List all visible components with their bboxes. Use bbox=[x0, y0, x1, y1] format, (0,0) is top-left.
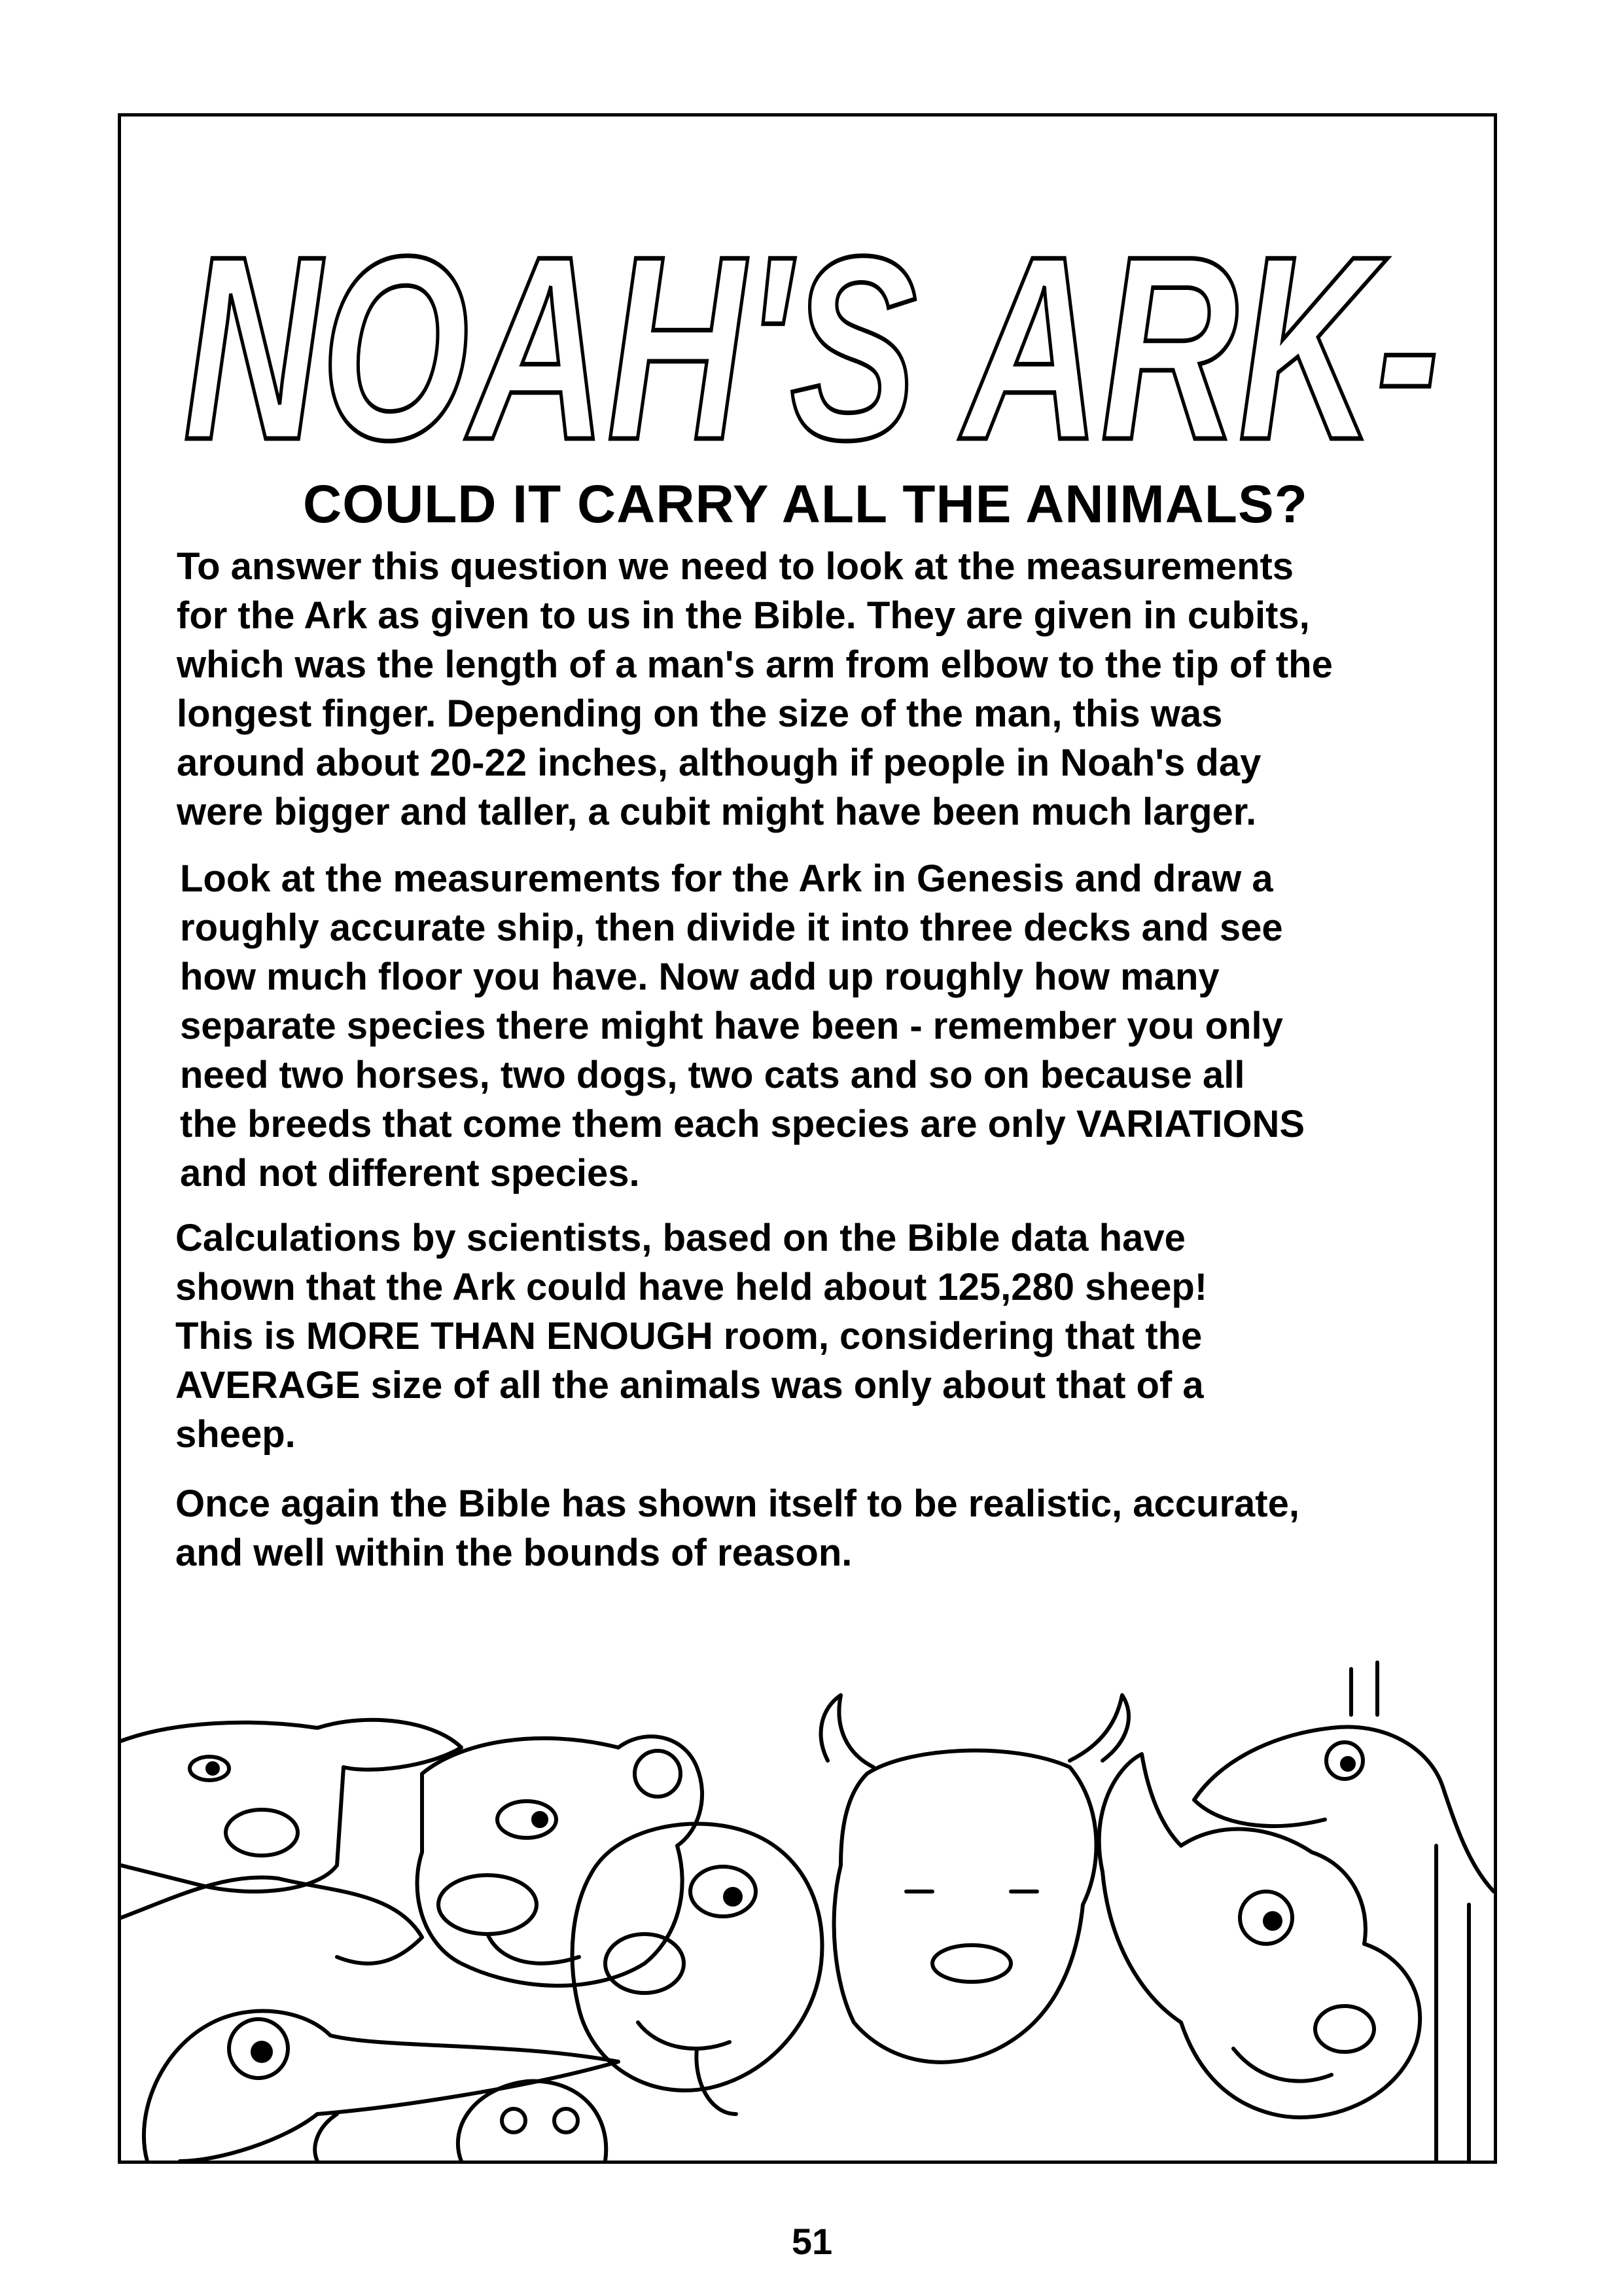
crocodile-illustration bbox=[144, 2011, 618, 2161]
text-line: need two horses, two dogs, two cats and so on because all bbox=[180, 1054, 1245, 1096]
subtitle: COULD IT CARRY ALL THE ANIMALS? bbox=[303, 475, 1308, 534]
text-line: To answer this question we need to look at the measurements bbox=[177, 545, 1294, 588]
bison-illustration bbox=[821, 1695, 1129, 2062]
text-line: were bigger and taller, a cubit might have been much larger. bbox=[177, 791, 1257, 833]
text-line: around about 20-22 inches, although if people in Noah's day bbox=[177, 742, 1262, 784]
text-line: AVERAGE size of all the animals was only about that of a bbox=[175, 1364, 1204, 1407]
text-line: for the Ark as given to us in the Bible. They are given in cubits, bbox=[177, 594, 1310, 637]
text-line: This is MORE THAN ENOUGH room, considering that the bbox=[175, 1315, 1203, 1357]
text-line: sheep. bbox=[175, 1413, 296, 1456]
paragraph-2 bbox=[180, 854, 1305, 1198]
text-line: Once again the Bible has shown itself to be realistic, accurate, bbox=[175, 1482, 1299, 1525]
sheep-illustration bbox=[573, 1824, 822, 2115]
page-number: 51 bbox=[791, 2221, 833, 2262]
animals-illustration bbox=[121, 1656, 1494, 2161]
cow-illustration bbox=[121, 1720, 461, 1964]
title-lettering bbox=[131, 131, 1492, 497]
paragraph-1 bbox=[177, 542, 1333, 836]
bear-illustration bbox=[417, 1736, 703, 1986]
text-line: Calculations by scientists, based on the Bible data have bbox=[175, 1217, 1186, 1259]
title-text: NOAH'S ARK- bbox=[183, 202, 1439, 494]
text-line: the breeds that come them each species are only VARIATIONS bbox=[180, 1103, 1305, 1145]
text-line: roughly accurate ship, then divide it into three decks and see bbox=[180, 906, 1283, 949]
text-line: and not different species. bbox=[180, 1152, 640, 1194]
text-line: and well within the bounds of reason. bbox=[175, 1532, 853, 1574]
text-line: separate species there might have been - remember you only bbox=[180, 1005, 1283, 1047]
text-line: longest finger. Depending on the size of the man, this was bbox=[177, 692, 1223, 735]
text-line: shown that the Ark could have held about 125,280 sheep! bbox=[175, 1266, 1208, 1308]
paragraph-3 bbox=[175, 1213, 1207, 1459]
paragraph-4 bbox=[175, 1479, 1299, 1577]
text-line: how much floor you have. Now add up roughly how many bbox=[180, 956, 1220, 998]
horse-illustration bbox=[1099, 1754, 1421, 2117]
text-line: Look at the measurements for the Ark in Genesis and draw a bbox=[180, 857, 1273, 900]
text-line: which was the length of a man's arm from elbow to the tip of the bbox=[177, 643, 1333, 686]
